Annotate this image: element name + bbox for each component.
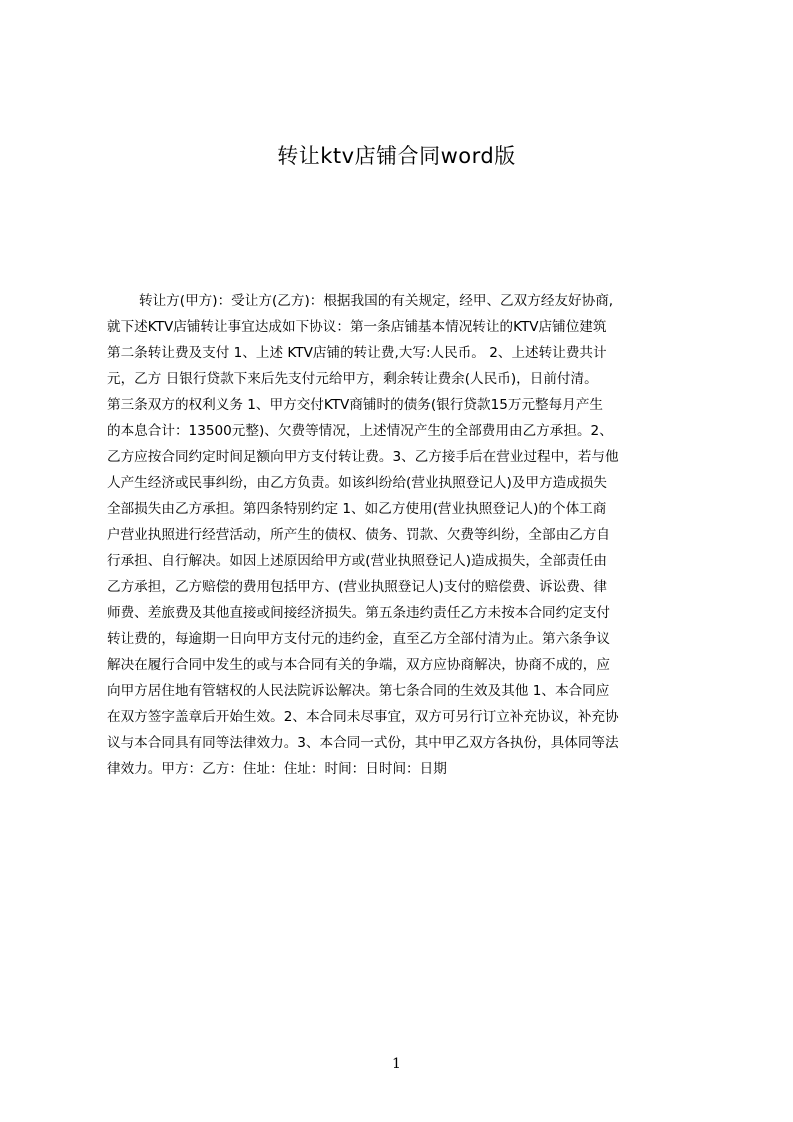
body-line: 在双方签字盖章后开始生效。2、本合同未尽事宜，双方可另行订立补充协议，补充协 (107, 709, 619, 725)
body-line: 人产生经济或民事纠纷，由乙方负责。如该纠纷给(营业执照登记人)及甲方造成损失 (107, 475, 607, 491)
body-line: 解决在履行合同中发生的或与本合同有关的争端，双方应协商解决，协商不成的，应 (107, 657, 610, 673)
body-line: 第二条转让费及支付 1、上述 KTV店铺的转让费,大写:人民币。 2、上述转让费共计 (107, 345, 607, 361)
body-line: 户营业执照进行经营活动，所产生的债权、债务、罚款、欠费等纠纷，全部由乙方自 (107, 527, 610, 543)
contract-body (107, 288, 697, 782)
page-number: 1 (392, 1056, 401, 1072)
document-title: 转让ktv店铺合同word版 (277, 144, 516, 168)
body-line: 转让费的，每逾期一日向甲方支付元的违约金，直至乙方全部付清为止。第六条争议 (107, 631, 610, 647)
body-line: 乙方应按合同约定时间足额向甲方支付转让费。3、乙方接手后在营业过程中，若与他 (107, 449, 619, 465)
body-line: 行承担、自行解决。如因上述原因给甲方或(营业执照登记人)造成损失，全部责任由 (107, 553, 607, 569)
body-line: 就下述KTV店铺转让事宜达成如下协议：第一条店铺基本情况转让的KTV店铺位建筑 (107, 319, 607, 335)
body-line: 全部损失由乙方承担。第四条特别约定 1、如乙方使用(营业执照登记人)的个体工商 (107, 501, 607, 517)
body-line: 的本息合计：13500元整)、欠费等情况，上述情况产生的全部费用由乙方承担。2、 (107, 423, 613, 439)
body-line: 转让方(甲方)：受让方(乙方)：根据我国的有关规定，经甲、乙双方经友好协商, (139, 293, 614, 309)
body-line: 第三条双方的权利义务 1、甲方交付KTV商铺时的债务(银行贷款15万元整每月产生 (107, 397, 604, 413)
body-line: 向甲方居住地有管辖权的人民法院诉讼解决。第七条合同的生效及其他 1、本合同应 (107, 683, 610, 699)
body-line: 议与本合同具有同等法律效力。3、本合同一式份，其中甲乙双方各执份，具体同等法 (107, 735, 619, 751)
body-line: 乙方承担，乙方赔偿的费用包括甲方、(营业执照登记人)支付的赔偿费、诉讼费、律 (107, 579, 607, 595)
body-line: 师费、差旅费及其他直接或间接经济损失。第五条违约责任乙方未按本合同约定支付 (107, 605, 610, 621)
body-line: 律效力。甲方：乙方：住址：住址：时间：日时间：日期 (107, 761, 447, 777)
body-line: 元，乙方 日银行贷款下来后先支付元给甲方，剩余转让费余(人民币)，日前付清。 (107, 371, 598, 387)
